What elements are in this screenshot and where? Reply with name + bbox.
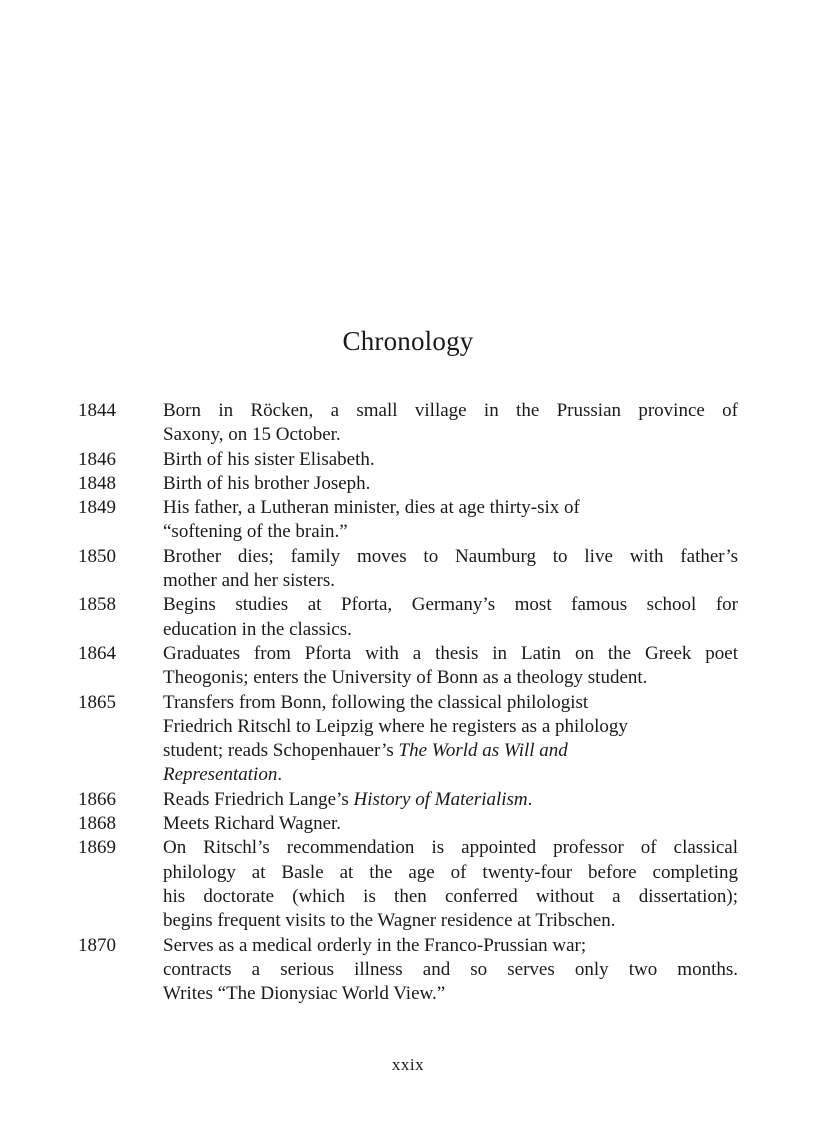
entry-line: Birth of his brother Joseph. <box>163 472 371 494</box>
entry-line: Begins studies at Pforta, Germany’s most famous school for <box>163 594 738 616</box>
entry-description <box>163 812 738 836</box>
chronology-entry <box>78 593 738 642</box>
chronology-entry <box>78 836 738 933</box>
entry-line: begins frequent visits to the Wagner residence at Tribschen. <box>163 910 616 932</box>
entry-description <box>163 788 738 812</box>
entry-year: 1844 <box>78 400 116 421</box>
entry-description <box>163 691 738 788</box>
entry-year: 1848 <box>78 472 116 494</box>
entry-line <box>163 739 738 763</box>
chronology-list <box>78 399 738 1006</box>
entry-year: 1850 <box>78 545 116 567</box>
chronology-entry <box>78 788 738 812</box>
entry-line: His father, a Lutheran minister, dies at age thirty-six of <box>163 497 580 519</box>
entry-line: “softening of the brain.” <box>163 521 348 543</box>
entry-year: 1870 <box>78 934 116 956</box>
entry-line <box>163 788 738 812</box>
entry-description <box>163 399 738 448</box>
entry-description <box>163 545 738 594</box>
chronology-entry <box>78 545 738 594</box>
entry-line: Graduates from Pforta with a thesis in Latin on the Greek poet <box>163 642 738 664</box>
entry-line: Transfers from Bonn, following the classical philologist <box>163 691 589 713</box>
chronology-entry <box>78 399 738 448</box>
chronology-entry <box>78 496 738 545</box>
entry-year: 1858 <box>78 594 116 616</box>
entry-year: 1866 <box>78 788 116 810</box>
entry-year: 1865 <box>78 691 116 713</box>
entry-line: On Ritschl’s recommendation is appointed professor of classical <box>163 837 738 859</box>
entry-line: Born in Röcken, a small village in the Prussian province of <box>163 400 738 421</box>
entry-description <box>163 472 738 496</box>
entry-line: Saxony, on 15 October. <box>163 424 341 446</box>
chronology-entry <box>78 812 738 836</box>
entry-line <box>163 763 738 787</box>
entry-text: Reads Friedrich Lange’s <box>163 788 354 810</box>
entry-text: . <box>277 764 283 786</box>
book-title: Representation <box>163 764 278 786</box>
entry-line: Brother dies; family moves to Naumburg to live with father’s <box>163 545 738 567</box>
entry-line: mother and her sisters. <box>163 570 336 592</box>
book-title: History of Materialism <box>353 788 528 810</box>
entry-description <box>163 496 738 545</box>
entry-description <box>163 934 738 1007</box>
entry-description <box>163 642 738 691</box>
entry-text: . <box>527 788 533 810</box>
page-number: xxix <box>391 1055 425 1074</box>
entry-line: Writes “The Dionysiac World View.” <box>163 983 446 1005</box>
entry-year: 1864 <box>78 642 116 664</box>
entry-line: Birth of his sister Elisabeth. <box>163 448 375 470</box>
entry-text: student; reads Schopenhauer’s <box>163 740 399 762</box>
entry-description <box>163 448 738 472</box>
entry-line: Friedrich Ritschl to Leipzig where he registers as a philology <box>163 715 628 737</box>
entry-line: education in the classics. <box>163 618 352 640</box>
book-title: The World as Will and <box>398 740 568 762</box>
entry-line: philology at Basle at the age of twenty-four before completing <box>163 861 738 883</box>
page-title: Chronology <box>342 326 474 356</box>
entry-year: 1869 <box>78 837 116 859</box>
entry-line: Meets Richard Wagner. <box>163 813 342 835</box>
entry-year: 1849 <box>78 497 116 519</box>
chronology-entry <box>78 472 738 496</box>
entry-line: Serves as a medical orderly in the Franco-Prussian war; <box>163 934 587 956</box>
entry-description <box>163 593 738 642</box>
entry-year: 1846 <box>78 448 116 470</box>
entry-line: his doctorate (which is then conferred without a dissertation); <box>163 885 738 907</box>
chronology-entry <box>78 642 738 691</box>
entry-line: Theogonis; enters the University of Bonn as a theology student. <box>163 667 648 689</box>
entry-line: contracts a serious illness and so serves only two months. <box>163 958 738 980</box>
chronology-entry <box>78 448 738 472</box>
entry-description <box>163 836 738 933</box>
chronology-entry <box>78 934 738 1007</box>
chronology-entry <box>78 691 738 788</box>
entry-year: 1868 <box>78 813 116 835</box>
